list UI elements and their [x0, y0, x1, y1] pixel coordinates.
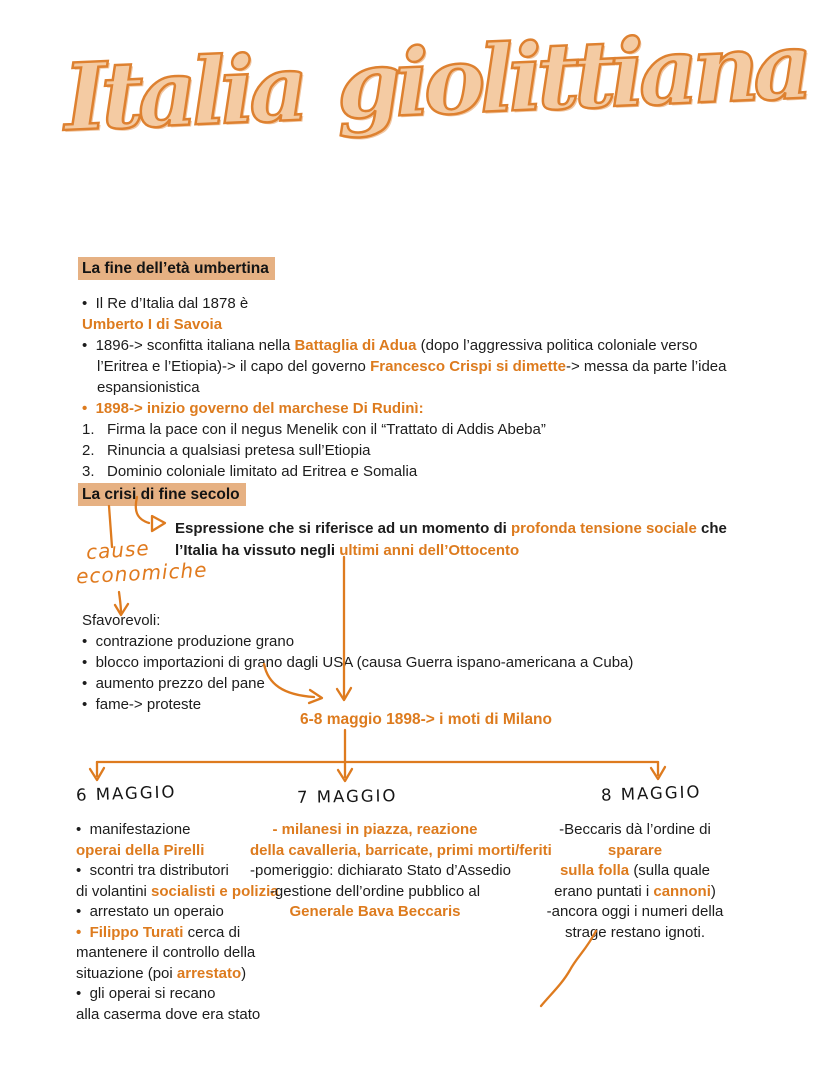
- text-segment: 3. Dominio coloniale limitato ad Eritrea e Somalia: [82, 463, 418, 480]
- hook-arrowhead-icon: [152, 516, 165, 531]
- handwritten-note-cause: cause: [85, 535, 151, 565]
- moti-di-milano-title: 6-8 maggio 1898-> i moti di Milano: [300, 711, 552, 728]
- text-line: [82, 398, 726, 419]
- text-line: [175, 540, 727, 562]
- column-8-maggio: [535, 820, 735, 943]
- text-line: [82, 314, 726, 335]
- text-segment: sparare: [607, 841, 663, 859]
- text-segment: 1. Firma la pace con il negus Menelik con il “Trattato di Addis Abeba”: [82, 421, 546, 438]
- text-line: [535, 923, 735, 944]
- text-segment: l’Italia ha vissuto negli: [175, 542, 340, 559]
- handwritten-note-economiche: economiche: [75, 557, 209, 589]
- text-segment: Generale Bava Beccaris: [289, 903, 461, 920]
- text-segment: profonda tensione sociale: [510, 520, 697, 537]
- text-line: [76, 1005, 279, 1026]
- text-segment: alla caserma dove era stato: [76, 1005, 261, 1023]
- text-segment: cannoni: [653, 882, 711, 900]
- text-segment: Umberto I di Savoia: [82, 316, 223, 333]
- date-label-8-maggio: 8 MAGGIO: [600, 782, 702, 805]
- text-segment: 2. Rinuncia a qualsiasi pretesa sull’Etiopia: [82, 442, 371, 459]
- text-segment: • 1896-> sconfitta italiana nella: [82, 337, 295, 354]
- column-6-maggio: [76, 820, 279, 1025]
- text-line: [82, 356, 726, 377]
- text-line: [82, 673, 633, 694]
- fine-eta-text: [82, 293, 726, 482]
- text-segment: cerca di: [187, 923, 241, 941]
- text-segment: erano puntati i: [554, 882, 654, 900]
- text-line: [76, 964, 279, 985]
- text-line: [76, 984, 279, 1005]
- text-segment: -pomeriggio: dichiarato Stato d’Assedio: [250, 862, 511, 879]
- text-line: [76, 820, 279, 841]
- text-segment: arrestato: [176, 964, 242, 982]
- text-segment: • scontri tra distributori: [76, 862, 229, 879]
- text-line: [76, 923, 279, 944]
- tree-arrowhead-center-icon: [338, 769, 352, 781]
- date-label-6-maggio: 6 MAGGIO: [75, 782, 177, 805]
- text-line: [250, 820, 500, 841]
- text-segment: • contrazione produzione grano: [82, 633, 295, 650]
- text-segment: Francesco Crispi si dimette: [370, 358, 566, 375]
- text-segment: (dopo l’aggressiva politica coloniale verso: [416, 337, 698, 354]
- text-segment: della cavalleria, barricate, primi morti/feriti: [250, 841, 552, 859]
- text-line: [82, 335, 726, 356]
- text-segment: l’Eritrea e l’Etiopia)-> il capo del governo: [97, 358, 371, 375]
- text-segment: Battaglia di Adua: [294, 337, 417, 354]
- text-segment: • 1898-> inizio governo del marchese Di Rudinì:: [82, 400, 424, 417]
- text-line: [82, 293, 726, 314]
- text-segment: • aumento prezzo del pane: [82, 675, 265, 692]
- text-line: [535, 841, 735, 862]
- text-segment: - milanesi in piazza, reazione: [272, 821, 478, 838]
- text-segment: • Il Re d’Italia dal 1878 è: [82, 295, 249, 312]
- text-segment: -> messa da parte l’idea: [565, 358, 727, 375]
- text-line: [82, 461, 726, 482]
- text-segment: • Filippo Turati: [76, 923, 188, 941]
- text-line: [250, 841, 552, 862]
- column-7-maggio: [250, 820, 552, 923]
- text-segment: -ancora oggi i numeri della: [546, 903, 724, 920]
- text-segment: • fame-> proteste: [82, 696, 202, 713]
- text-line: [175, 518, 727, 540]
- crisi-definition: [175, 518, 727, 562]
- text-segment: situazione (poi: [76, 964, 177, 982]
- text-line: [535, 882, 735, 903]
- date-label-7-maggio: 7 MAGGIO: [296, 786, 398, 807]
- text-line: [82, 610, 633, 631]
- page-title: Italia giolittiana: [61, 11, 809, 152]
- text-segment: strage restano ignoti.: [564, 923, 706, 941]
- text-segment: • arrestato un operaio: [76, 903, 224, 920]
- text-line: [82, 440, 726, 461]
- text-segment: mantenere il controllo della: [76, 944, 256, 961]
- text-segment: (sulla quale: [633, 862, 711, 879]
- text-line: [250, 902, 500, 923]
- text-line: [535, 861, 735, 882]
- text-segment: di volantini: [76, 882, 152, 900]
- text-segment: -Beccaris dà l’ordine di: [559, 821, 711, 838]
- text-segment: ): [710, 882, 716, 900]
- section-heading-crisi: La crisi di fine secolo: [78, 483, 246, 506]
- text-segment: -gestione dell’ordine pubblico al: [269, 882, 481, 900]
- text-line: [250, 882, 500, 903]
- text-segment: sulla folla: [559, 862, 634, 879]
- tree-arrowhead-left-icon: [90, 768, 104, 780]
- text-line: [76, 902, 279, 923]
- section-heading-fine-eta: La fine dell’età umbertina: [78, 257, 275, 280]
- text-line: [250, 861, 511, 882]
- sfavorevoli-text: [82, 610, 633, 715]
- text-segment: • manifestazione: [76, 821, 191, 838]
- text-segment: ): [241, 964, 247, 982]
- text-segment: Espressione che si riferisce ad un momento di: [175, 520, 511, 537]
- text-line: [76, 861, 279, 882]
- text-segment: socialisti e polizia: [151, 882, 279, 900]
- text-line: [535, 820, 735, 841]
- tree-arrowhead-right-icon: [651, 767, 665, 779]
- text-line: [76, 841, 279, 862]
- text-line: [76, 943, 279, 964]
- text-segment: che: [696, 520, 727, 537]
- text-segment: espansionistica: [97, 379, 200, 396]
- text-segment: • gli operai si recano: [76, 985, 216, 1002]
- text-line: [82, 419, 726, 440]
- text-line: [82, 631, 633, 652]
- text-segment: operai della Pirelli: [76, 841, 205, 859]
- text-line: [535, 902, 735, 923]
- text-line: [76, 882, 279, 903]
- text-segment: • blocco importazioni di grano dagli USA (causa Guerra ispano-americana a Cuba): [82, 654, 634, 671]
- text-segment: Sfavorevoli:: [82, 612, 161, 629]
- text-line: [82, 652, 633, 673]
- text-line: [82, 377, 726, 398]
- text-segment: ultimi anni dell’Ottocento: [339, 542, 520, 559]
